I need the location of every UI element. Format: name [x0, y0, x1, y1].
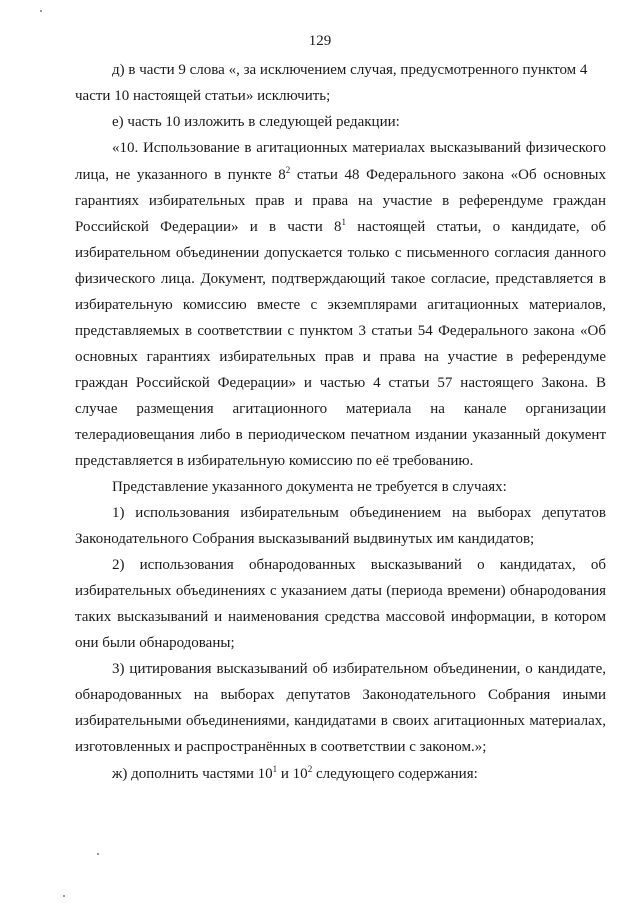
- text-line: Российской Федерации» и в части $8^1$ настоящей статьи, о кандидате, об: [75, 217, 606, 235]
- text-line: физического лица. Документ, подтверждающий такое согласие, представляется в: [75, 271, 606, 287]
- text-line: 2) использования обнародованных высказываний о кандидатах, об: [112, 557, 606, 573]
- text-line: избирательном объединении допускается только с письменного согласия данного: [75, 245, 606, 261]
- text-line: 3) цитирования высказываний об избирательном объединении, о кандидате,: [112, 661, 606, 677]
- text-line: избирательными объединениями, кандидатами в своих агитационных материалах,: [75, 713, 606, 729]
- text-line: граждан Российской Федерации» и частью 4 статьи 57 настоящего Закона. В: [75, 375, 606, 391]
- text-line: изготовленных и распространённых в соответствии с законом.»;: [75, 739, 487, 755]
- text-line: лица, не указанного в пункте $8^2$ статьи 48 Федерального закона «Об основных: [75, 165, 606, 183]
- page-number: 129: [308, 33, 332, 49]
- text-line: они были обнародованы;: [75, 635, 235, 651]
- text-line: Представление указанного документа не требуется в случаях:: [112, 479, 507, 495]
- text-line: обнародованных на выборах депутатов Законодательного Собрания иными: [75, 687, 606, 703]
- scan-speck: [40, 10, 42, 12]
- text-line: е) часть 10 изложить в следующей редакции:: [112, 114, 400, 130]
- scan-speck: [63, 895, 65, 897]
- text-line: д) в части 9 слова «, за исключением случая, предусмотренного пунктом 4: [112, 62, 588, 78]
- text-line: избирательных объединениях с указанием даты (периода времени) обнародования: [75, 583, 606, 599]
- text-line: представляемых в соответствии с пунктом 3 статьи 54 Федерального закона «Об: [75, 323, 606, 339]
- text-line: основных гарантиях избирательных прав и права на участие в референдуме: [75, 349, 606, 365]
- text-line: избирательную комиссию вместе с экземплярами агитационных материалов,: [75, 297, 606, 313]
- text-line: ж) дополнить частями $10^1$ и $10^2$ следующего содержания:: [112, 764, 478, 782]
- text-line: телерадиовещания либо в периодическом печатном издании указанный документ: [75, 427, 606, 443]
- text-line: части 10 настоящей статьи» исключить;: [75, 88, 331, 104]
- text-line: Законодательного Собрания высказываний выдвинутых им кандидатов;: [75, 531, 535, 547]
- text-line: таких высказываний и наименования средства массовой информации, в котором: [75, 609, 606, 625]
- text-line: случае размещения агитационного материала на канале организации: [75, 401, 606, 417]
- text-line: гарантиях избирательных прав и права на участие в референдуме граждан: [75, 193, 606, 209]
- text-line: 1) использования избирательным объединением на выборах депутатов: [112, 505, 606, 521]
- text-line: «10. Использование в агитационных материалах высказываний физического: [112, 140, 606, 156]
- text-line: представляется в избирательную комиссию по её требованию.: [75, 453, 474, 469]
- scan-speck: [97, 853, 99, 855]
